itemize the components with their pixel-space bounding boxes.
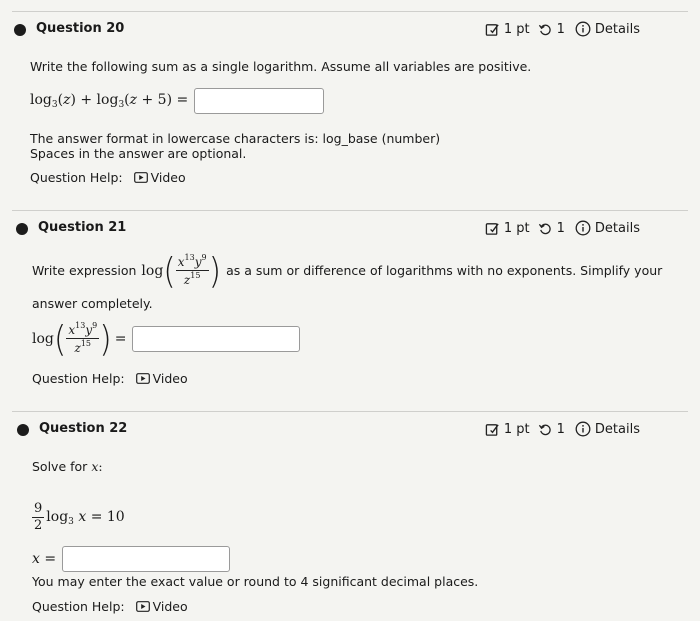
format-hint: The answer format in lowercase characters is: log_base (number): [30, 131, 441, 146]
info-icon[interactable]: [575, 220, 591, 236]
divider: [12, 210, 688, 211]
details-link[interactable]: Details: [594, 21, 640, 37]
details-link[interactable]: Details: [594, 421, 640, 437]
answer-input[interactable]: [62, 546, 230, 572]
edit-icon: [485, 22, 500, 37]
answer-row: x =: [32, 546, 230, 572]
tries-label: 1: [556, 220, 565, 236]
divider: [12, 411, 688, 412]
format-hint-2: Spaces in the answer are optional.: [30, 146, 247, 161]
retry-icon: [538, 22, 553, 37]
points-label: 1 pt: [503, 21, 530, 37]
log-equation: $\frac{9}{2}$ $\log_3 x = 10$: [34, 501, 125, 534]
question-title: Question 21: [38, 220, 127, 235]
info-icon[interactable]: [575, 21, 591, 37]
question-21-header: [16, 217, 640, 241]
question-title: Question 22: [39, 421, 128, 436]
question-help: [30, 170, 186, 185]
question-help: [32, 599, 188, 614]
details-link[interactable]: Details: [594, 220, 640, 236]
log-equation: log ( $\frac{x^{13}y^9}{z^{15}}$ ) =: [32, 322, 300, 355]
expression: log ( $\frac{x^{13}y^9}{z^{15}}$ ): [141, 249, 222, 292]
video-button[interactable]: Video: [134, 170, 186, 185]
help-label: Question Help:: [30, 170, 123, 185]
divider: [12, 11, 688, 12]
rounding-note: You may enter the exact value or round to 4 significant decimal places.: [32, 574, 479, 589]
bullet-icon: [17, 424, 29, 436]
bullet-icon: [16, 223, 28, 235]
edit-icon: [485, 422, 500, 437]
points-label: 1 pt: [503, 421, 530, 437]
question-22-header: [17, 418, 640, 442]
bullet-icon: [14, 24, 26, 36]
question-prompt: Write expression log ( $\frac{x^{13}y^9}{z^{15}}$ ) as a sum or difference of logarithms with no exponents. Simplify your: [32, 249, 663, 292]
question-meta: [485, 21, 640, 37]
retry-icon: [538, 422, 553, 437]
edit-icon: [485, 221, 500, 236]
video-button[interactable]: Video: [136, 371, 188, 386]
video-icon: [134, 172, 148, 183]
question-title: Question 20: [36, 21, 125, 36]
log-equation: $\log_3(z) + \log_3(z + 5)$ =: [30, 88, 324, 114]
question-prompt: Write the following sum as a single logarithm. Assume all variables are positive.: [30, 59, 532, 74]
help-label: Question Help:: [32, 599, 125, 614]
question-meta: [485, 421, 640, 437]
answer-input[interactable]: [194, 88, 324, 114]
answer-input[interactable]: [132, 326, 300, 352]
video-icon: [136, 601, 150, 612]
help-label: Question Help:: [32, 371, 125, 386]
points-label: 1 pt: [503, 220, 530, 236]
question-prompt: Solve for x:: [32, 459, 103, 474]
info-icon[interactable]: [575, 421, 591, 437]
question-help: [32, 371, 188, 386]
tries-label: 1: [556, 421, 565, 437]
question-prompt-cont: answer completely.: [32, 296, 153, 311]
question-20-header: [14, 18, 640, 42]
retry-icon: [538, 221, 553, 236]
video-icon: [136, 373, 150, 384]
question-meta: [485, 220, 640, 236]
video-button[interactable]: Video: [136, 599, 188, 614]
tries-label: 1: [556, 21, 565, 37]
